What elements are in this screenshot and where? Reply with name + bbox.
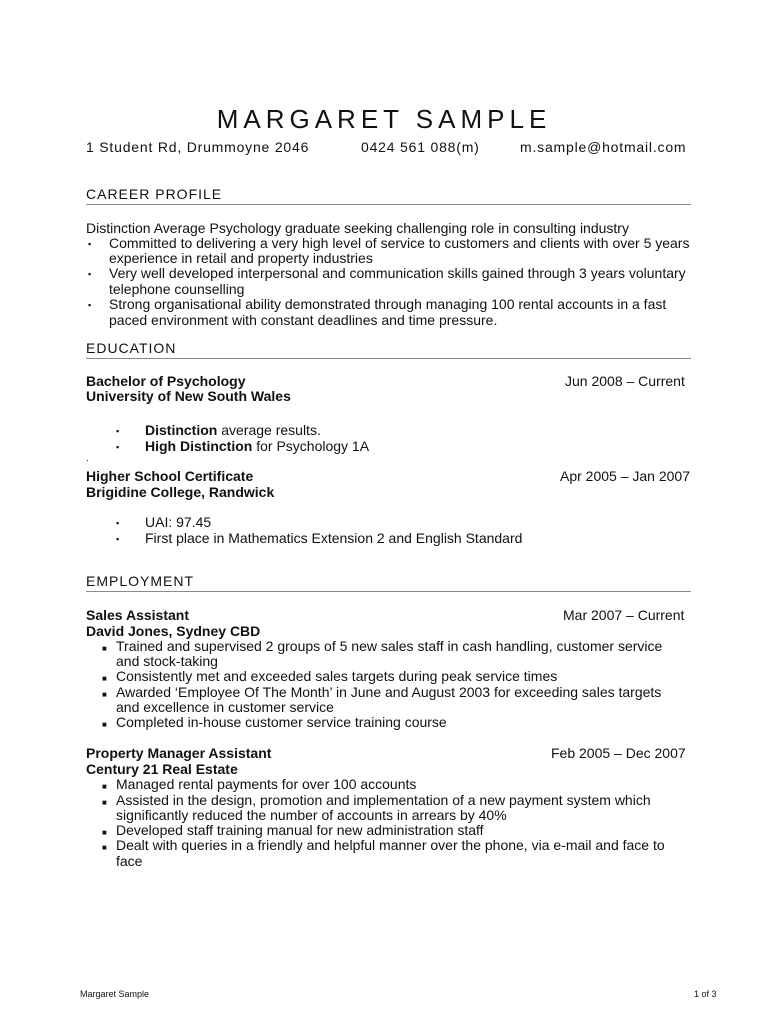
job-2-dates: Feb 2005 – Dec 2007 <box>551 745 686 761</box>
career-profile-heading: CAREER PROFILE <box>86 186 223 202</box>
job-2-employer: Century 21 Real Estate <box>86 761 238 777</box>
education-2-bullet-2: First place in Mathematics Extension 2 and English Standard <box>145 530 523 546</box>
career-intro: Distinction Average Psychology graduate seeking challenging role in consulting industry <box>86 220 629 236</box>
career-bullet-3-line-1: Strong organisational ability demonstrated through managing 100 rental accounts in a fast <box>109 296 667 312</box>
job-2-bullet-1: Managed rental payments for over 100 accounts <box>116 776 417 792</box>
education-rule <box>86 358 691 359</box>
job-2-bullet-2-line-1: Assisted in the design, promotion and implementation of a new payment system which <box>116 792 651 808</box>
employment-rule <box>86 591 691 592</box>
contact-address: 1 Student Rd, Drummoyne 2046 <box>86 139 310 155</box>
education-2-dates: Apr 2005 – Jan 2007 <box>560 468 690 484</box>
job-2-bullet-3: Developed staff training manual for new administration staff <box>116 822 484 838</box>
job-1-dates: Mar 2007 – Current <box>563 607 685 623</box>
resume-name: MARGARET SAMPLE <box>216 104 552 134</box>
contact-phone: 0424 561 088(m) <box>361 139 480 155</box>
square-bullet-icon: ■ <box>102 798 107 807</box>
education-1-bullet-1-bold: Distinction <box>145 422 218 438</box>
job-2-bullet-2-line-2: significantly reduced the number of accounts in arrears by 40% <box>116 807 507 823</box>
job-1-bullet-1-line-1: Trained and supervised 2 groups of 5 new sales staff in cash handling, customer service <box>116 638 663 654</box>
career-bullet-1-line-2: experience in retail and property industries <box>109 250 373 266</box>
job-1-bullet-4: Completed in-house customer service training course <box>116 714 447 730</box>
square-bullet-icon: ▪ <box>116 534 120 544</box>
square-bullet-icon: ▪ <box>88 300 92 310</box>
education-2-bullet-1: UAI: 97.45 <box>145 514 212 530</box>
job-1-bullet-3-line-2: and excellence in customer service <box>116 699 334 715</box>
career-bullet-1-line-1: Committed to delivering a very high level of service to customers and clients with over 5 years <box>109 235 690 251</box>
footer-name: Margaret Sample <box>80 989 150 999</box>
job-2-bullet-4-line-2: face <box>116 853 143 869</box>
education-1-bullet-2 <box>145 439 369 454</box>
education-1-degree: Bachelor of Psychology <box>86 373 246 389</box>
square-bullet-icon: ▪ <box>116 442 120 452</box>
stray-period: . <box>86 453 89 464</box>
square-bullet-icon: ■ <box>102 720 107 729</box>
job-1-bullet-2: Consistently met and exceeded sales targets during peak service times <box>116 668 558 684</box>
square-bullet-icon: ■ <box>102 843 107 852</box>
job-2-title: Property Manager Assistant <box>86 745 272 761</box>
education-1-dates: Jun 2008 – Current <box>565 373 685 389</box>
square-bullet-icon: ■ <box>102 782 107 791</box>
job-1-bullet-3-line-1: Awarded ‘Employee Of The Month’ in June and August 2003 for exceeding sales targets <box>116 684 662 700</box>
career-bullet-3-line-2: paced environment with constant deadlines and time pressure. <box>109 312 498 328</box>
job-1-employer: David Jones, Sydney CBD <box>86 623 261 639</box>
job-1-bullet-1-line-2: and stock-taking <box>116 653 218 669</box>
education-1-bullet-1 <box>145 423 321 438</box>
education-1-institution: University of New South Wales <box>86 388 291 404</box>
square-bullet-icon: ▪ <box>88 239 92 249</box>
education-2-degree: Higher School Certificate <box>86 468 254 484</box>
education-1-bullet-2-bold: High Distinction <box>145 438 253 454</box>
career-bullet-2-line-1: Very well developed interpersonal and communication skills gained through 3 years voluntary <box>109 265 686 281</box>
square-bullet-icon: ■ <box>102 674 107 683</box>
job-2-bullet-4-line-1: Dealt with queries in a friendly and helpful manner over the phone, via e-mail and face to <box>116 837 665 853</box>
square-bullet-icon: ■ <box>102 644 107 653</box>
career-bullet-2-line-2: telephone counselling <box>109 281 245 297</box>
square-bullet-icon: ▪ <box>116 426 120 436</box>
job-1-title: Sales Assistant <box>86 607 189 623</box>
square-bullet-icon: ■ <box>102 690 107 699</box>
contact-email[interactable]: m.sample@hotmail.com <box>520 139 687 155</box>
employment-heading: EMPLOYMENT <box>86 573 195 589</box>
education-heading: EDUCATION <box>86 340 177 356</box>
square-bullet-icon: ■ <box>102 828 107 837</box>
footer-page-number: 1 of 3 <box>694 989 717 999</box>
career-profile-rule <box>86 204 691 205</box>
square-bullet-icon: ▪ <box>88 269 92 279</box>
education-2-institution: Brigidine College, Randwick <box>86 484 275 500</box>
education-1-bullet-2-text: for Psychology 1A <box>252 438 370 454</box>
square-bullet-icon: ▪ <box>116 518 120 528</box>
education-1-bullet-1-text: average results. <box>217 422 321 438</box>
